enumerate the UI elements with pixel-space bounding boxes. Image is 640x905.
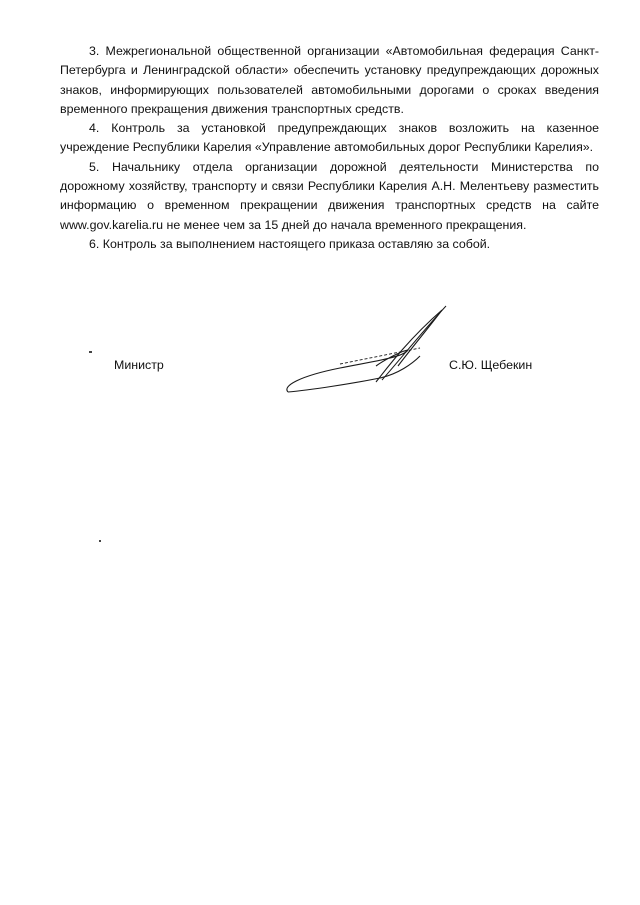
handwritten-signature bbox=[280, 300, 460, 400]
paragraph-4: 4. Контроль за установкой предупреждающих знаков возложить на казенное учреждение Республики Карелия «Управление автомобильных дорог Республики Карелия». bbox=[60, 121, 599, 155]
scan-speck bbox=[89, 351, 92, 353]
signatory-name: С.Ю. Щебекин bbox=[449, 358, 533, 372]
paragraph-6: 6. Контроль за выполнением настоящего приказа оставляю за собой. bbox=[89, 236, 491, 251]
scan-speck bbox=[99, 540, 101, 542]
signatory-title: Министр bbox=[114, 358, 164, 372]
document-body bbox=[60, 42, 599, 254]
paragraph-3: 3. Межрегиональной общественной организации «Автомобильная федерация Санкт-Петербурга и Ленинградской области» обеспечить установку предупреждающих дорожных знаков, информирующих пользователей автомобильными дорогами о сроках введения временного прекращения движения транспортных средств. bbox=[60, 44, 599, 116]
paragraph-5: 5. Начальнику отдела организации дорожной деятельности Министерства по дорожному хозяйству, транспорту и связи Республики Карелия А.Н. Мелентьеву разместить информацию о временном прекращении движения транспортных средств на сайте www.gov.karelia.ru не менее чем за 15 дней до начала временного прекращения. bbox=[60, 159, 599, 232]
